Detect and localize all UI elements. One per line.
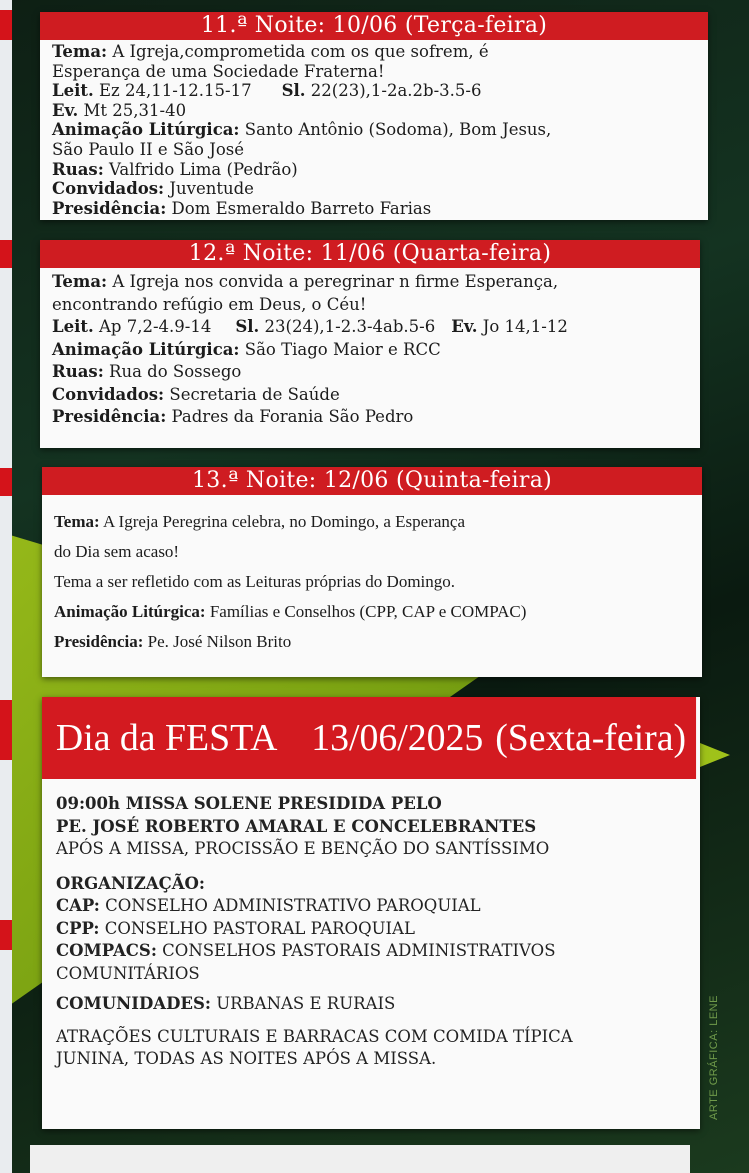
- night-11-card: [40, 12, 708, 220]
- animacao-line-2: [52, 140, 696, 160]
- convidados-line: [52, 384, 688, 407]
- compacs-text: CONSELHOS PASTORAIS ADMINISTRATIVOS: [156, 941, 556, 960]
- cap-label: CAP:: [56, 896, 100, 915]
- tema-text: A Igreja nos convida a peregrinar n firme Esperança,: [107, 272, 559, 291]
- tema-text-2: encontrando refúgio em Deus, o Céu!: [52, 294, 367, 314]
- animacao-line: [52, 339, 688, 362]
- presidencia-text: Padres da Forania São Pedro: [166, 407, 414, 426]
- atracoes-line-2: JUNINA, TODAS AS NOITES APÓS A MISSA.: [56, 1049, 437, 1068]
- festa-card: [42, 697, 700, 1129]
- sl-text: 23(24),1-2.3-4ab.5-6: [259, 317, 436, 336]
- leituras-line: [52, 81, 696, 101]
- convidados-line: [52, 179, 696, 199]
- night-11-body: [40, 40, 708, 218]
- ruas-text: Valfrido Lima (Pedrão): [103, 159, 298, 179]
- presidencia-label: Presidência:: [52, 198, 167, 218]
- atracoes-line-1: ATRAÇÕES CULTURAIS E BARRACAS COM COMIDA TÍPICA: [56, 1026, 573, 1046]
- left-edge-red-mark: [0, 240, 12, 268]
- festa-date: 13/06/2025: [311, 717, 484, 759]
- night-13-card: [42, 467, 702, 677]
- ruas-text: Rua do Sossego: [103, 362, 242, 381]
- ev-label: Ev.: [451, 317, 478, 336]
- ruas-label: Ruas:: [52, 362, 104, 381]
- presidencia-line: [52, 199, 696, 219]
- convidados-label: Convidados:: [52, 384, 165, 404]
- leit-label: Leit.: [52, 317, 94, 336]
- animacao-text: Santo Antônio (Sodoma), Bom Jesus,: [239, 120, 552, 140]
- animacao-text-2: São Paulo II e São José: [52, 139, 244, 159]
- presidencia-text: Dom Esmeraldo Barreto Farias: [166, 198, 432, 218]
- tema-label: Tema:: [52, 42, 108, 61]
- tema-text: A Igreja,comprometida com os que sofrem, é: [107, 42, 489, 61]
- tema-line-2: [52, 294, 688, 317]
- tema-text-3: Tema a ser refletido com as Leituras próprias do Domingo.: [54, 572, 456, 591]
- tema-line: [54, 507, 690, 537]
- compacs-line: [56, 940, 686, 963]
- organizacao-label: ORGANIZAÇÃO:: [56, 873, 206, 893]
- ev-text: Jo 14,1-12: [477, 317, 568, 336]
- evangelho-line: [52, 101, 696, 121]
- compacs-label: COMPACS:: [56, 941, 157, 960]
- ev-label: Ev.: [52, 100, 79, 120]
- night-12-card: [40, 240, 700, 448]
- night-12-header: 12.ª Noite: 11/06 (Quarta-feira): [40, 240, 700, 268]
- missa-line-2: PE. JOSÉ ROBERTO AMARAL E CONCELEBRANTES: [56, 816, 537, 836]
- presidencia-label: Presidência:: [52, 407, 167, 426]
- convidados-text: Juventude: [164, 179, 254, 199]
- animacao-text: São Tiago Maior e RCC: [239, 339, 441, 359]
- festa-title: Dia da FESTA: [55, 717, 278, 759]
- cpp-line: [56, 918, 686, 941]
- cpp-text: CONSELHO PASTORAL PAROQUIAL: [99, 918, 415, 938]
- tema-label: Tema:: [52, 272, 108, 291]
- ruas-line: [52, 361, 688, 384]
- tema-text-2: do Dia sem acaso!: [54, 542, 180, 561]
- night-13-header: 13.ª Noite: 12/06 (Quinta-feira): [42, 467, 702, 495]
- sl-label: Sl.: [281, 81, 306, 101]
- tema-line: [52, 42, 696, 62]
- missa-line-3: APÓS A MISSA, PROCISSÃO E BENÇÃO DO SANTÍSSIMO: [56, 839, 550, 858]
- ev-text: Mt 25,31-40: [78, 100, 187, 120]
- presidencia-line: [52, 406, 688, 429]
- festa-weekday: (Sexta-feira): [495, 717, 687, 759]
- animacao-label: Animação Litúrgica:: [52, 339, 240, 359]
- tema-label: Tema:: [54, 512, 100, 531]
- presidencia-text: Pe. José Nilson Brito: [143, 632, 292, 651]
- ruas-line: [52, 160, 696, 180]
- comunidades-line: [56, 993, 686, 1016]
- tema-text-2: Esperança de uma Sociedade Fraterna!: [52, 61, 385, 81]
- comunidades-label: COMUNIDADES:: [56, 994, 211, 1013]
- animacao-label: Animação Litúrgica:: [54, 602, 206, 621]
- tema-text: A Igreja Peregrina celebra, no Domingo, a Esperança: [99, 512, 466, 531]
- convidados-label: Convidados:: [52, 179, 165, 199]
- animacao-line: [54, 597, 690, 627]
- cap-text: CONSELHO ADMINISTRATIVO PAROQUIAL: [99, 896, 481, 915]
- leit-text: Ap 7,2-4.9-14: [93, 317, 212, 336]
- comunidades-text: URBANAS E RURAIS: [210, 994, 396, 1013]
- leituras-line: [52, 316, 688, 339]
- left-edge-strip: [0, 0, 12, 1173]
- night-12-body: [40, 268, 700, 429]
- cap-line: [56, 895, 686, 918]
- presidencia-label: Presidência:: [54, 632, 144, 651]
- tema-line: [52, 271, 688, 294]
- animacao-line: [52, 120, 696, 140]
- animacao-text: Famílias e Conselhos (CPP, CAP e COMPAC): [205, 602, 527, 621]
- tema-line-3: [54, 567, 690, 597]
- left-edge-red-mark: [0, 920, 12, 950]
- festa-header: [42, 697, 696, 779]
- left-edge-red-mark: [0, 468, 12, 496]
- left-edge-red-mark: [0, 10, 12, 40]
- bottom-card-edge: [30, 1145, 690, 1173]
- night-13-body: [42, 495, 702, 657]
- art-credit: ARTE GRÁFICA: LENE: [708, 995, 720, 1120]
- festa-body: [42, 779, 700, 1071]
- presidencia-line: [54, 627, 690, 657]
- tema-line-2: [54, 537, 690, 567]
- sl-label: Sl.: [235, 317, 260, 336]
- animacao-label: Animação Litúrgica:: [52, 120, 240, 140]
- left-edge-red-mark: [0, 700, 12, 760]
- cpp-label: CPP:: [56, 918, 100, 938]
- night-11-header: 11.ª Noite: 10/06 (Terça-feira): [40, 12, 708, 40]
- leit-label: Leit.: [52, 81, 94, 101]
- compacs-line-2: COMUNITÁRIOS: [56, 963, 200, 983]
- missa-line-1: 09:00h MISSA SOLENE PRESIDIDA PELO: [56, 794, 442, 813]
- ruas-label: Ruas:: [52, 159, 104, 179]
- sl-text: 22(23),1-2a.2b-3.5-6: [305, 81, 482, 101]
- leit-text: Ez 24,11-12.15-17: [93, 81, 252, 101]
- convidados-text: Secretaria de Saúde: [164, 384, 340, 404]
- tema-line-2: [52, 62, 696, 82]
